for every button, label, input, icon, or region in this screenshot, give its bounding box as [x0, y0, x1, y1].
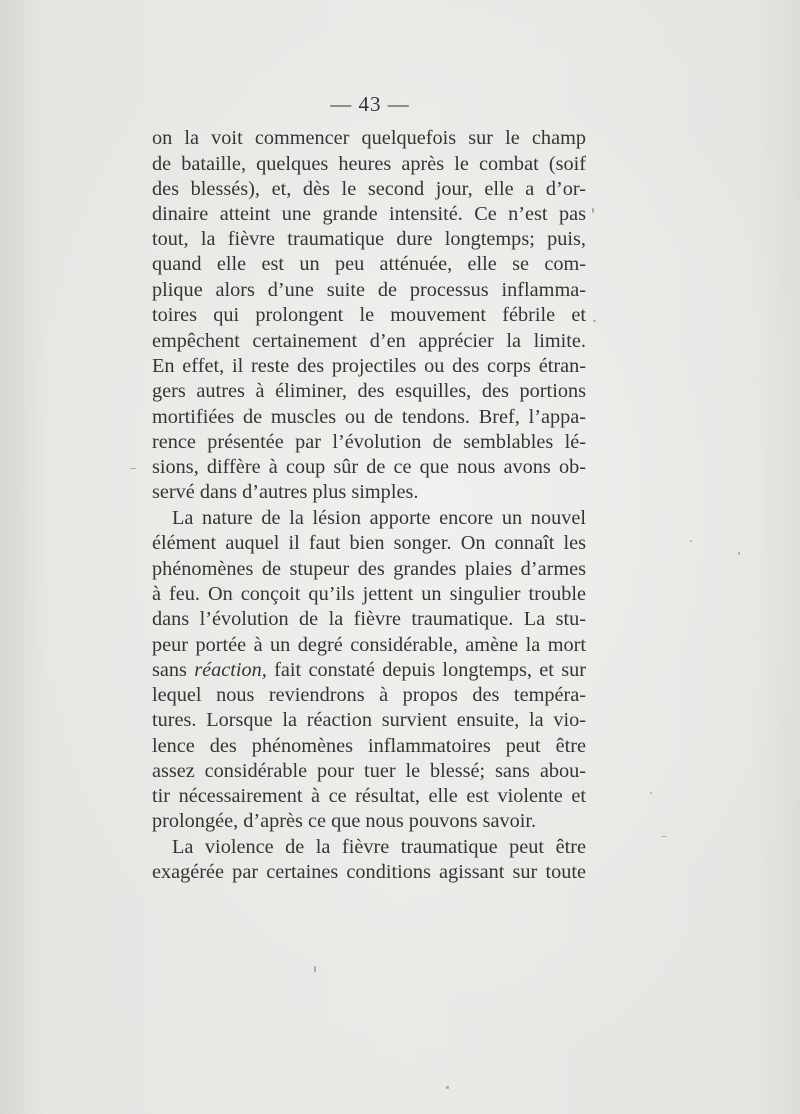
text-line: La nature de la lésion apporte encore un nouvel: [172, 507, 586, 529]
text-line: assez considérable pour tuer le blessé; sans abou-: [152, 760, 586, 782]
text-line: empêchent certainement d’en apprécier la limite.: [152, 330, 586, 352]
text-line: à feu. On conçoit qu’ils jettent un singulier trouble: [152, 583, 586, 605]
text-line: servé dans d’autres plus simples.: [152, 481, 419, 503]
text-line: gers autres à éliminer, des esquilles, des portions: [152, 380, 586, 402]
paper-speck: [738, 552, 740, 555]
text-line: tout, la fièvre traumatique dure longtemps; puis,: [152, 228, 586, 250]
text-line: exagérée par certaines conditions agissant sur toute: [152, 861, 586, 883]
text-line: sions, diffère à coup sûr de ce que nous avons ob-: [152, 456, 586, 478]
text-line: toires qui prolongent le mouvement fébrile et: [152, 304, 586, 326]
text-line: on la voit commencer quelquefois sur le champ: [152, 127, 586, 149]
text-line: En effet, il reste des projectiles ou des corps étran-: [152, 355, 586, 377]
text-line: tures. Lorsque la réaction survient ensuite, la vio-: [152, 709, 586, 731]
text-line: lence des phénomènes inflammatoires peut être: [152, 735, 586, 757]
text-line: peur portée à un degré considérable, amène la mort: [152, 634, 586, 656]
text-line: tir nécessairement à ce résultat, elle est violente et: [152, 785, 586, 807]
paper-speck: [592, 208, 594, 213]
text-fragment: sans: [152, 659, 187, 681]
paper-speck: [446, 1086, 449, 1089]
text-line: plique alors d’une suite de processus inflamma-: [152, 279, 586, 301]
emphasized-word: réaction,: [194, 659, 267, 681]
text-fragment: fait constaté depuis longtemps, et sur: [274, 659, 586, 681]
paper-speck: [130, 468, 136, 469]
paper-speck: [314, 966, 316, 972]
paper-speck: [690, 540, 692, 542]
text-line: lequel nous reviendrons à propos des tempéra-: [152, 684, 586, 706]
text-line: [152, 657, 586, 683]
paper-speck: [650, 792, 652, 794]
text-line: mortifiées de muscles ou de tendons. Bref, l’appa-: [152, 406, 586, 428]
page-number: — 43 —: [330, 92, 410, 116]
text-line: La violence de la fièvre traumatique peut être: [172, 836, 586, 858]
text-line: dinaire atteint une grande intensité. Ce n’est pas: [152, 203, 586, 225]
text-line: prolongée, d’après ce que nous pouvons savoir.: [152, 810, 537, 832]
paper-speck: [593, 320, 596, 322]
paper-speck: [662, 836, 666, 837]
text-line: élément auquel il faut bien songer. On connaît les: [152, 532, 586, 554]
text-line: des blessés), et, dès le second jour, elle a d’or-: [152, 178, 586, 200]
text-line: de bataille, quelques heures après le combat (soif: [152, 153, 586, 175]
text-line: rence présentée par l’évolution de semblables lé-: [152, 431, 586, 453]
text-line: dans l’évolution de la fièvre traumatique. La stu-: [152, 608, 586, 630]
text-line: quand elle est un peu atténuée, elle se com-: [152, 253, 586, 275]
text-line: phénomènes de stupeur des grandes plaies d’armes: [152, 558, 586, 580]
